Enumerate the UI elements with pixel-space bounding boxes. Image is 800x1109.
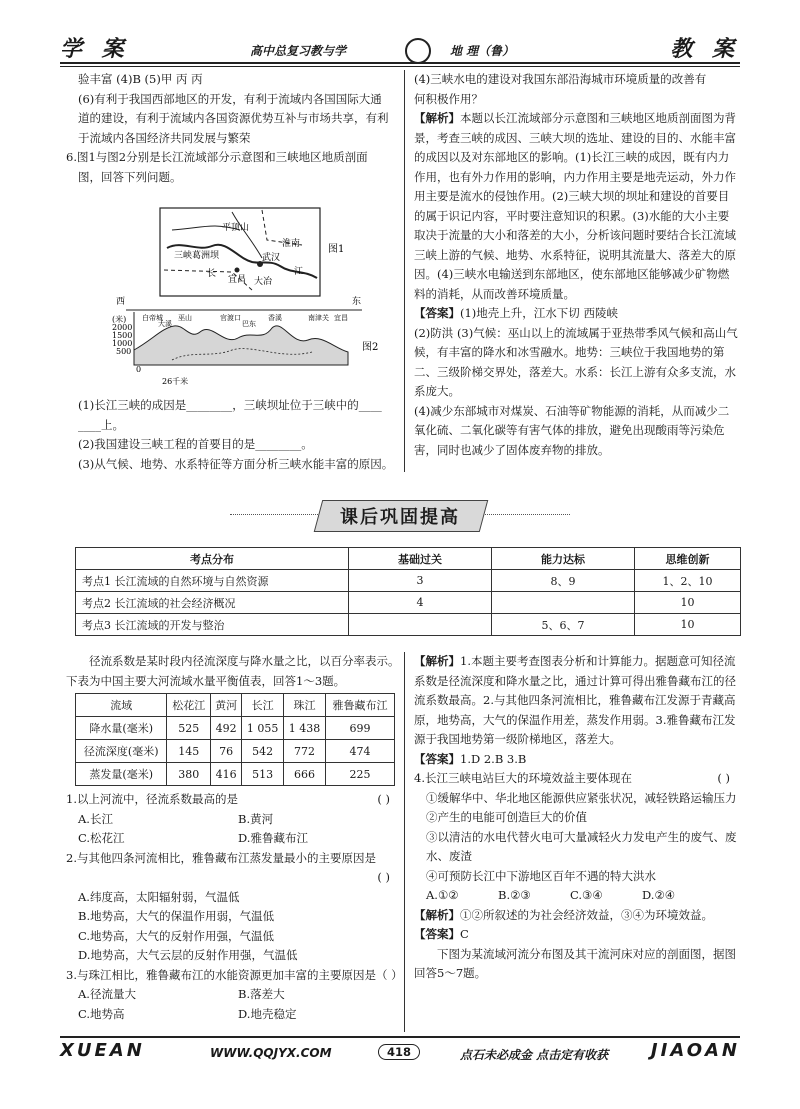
question-1: 1.以上河流中，径流系数最高的是 (66, 792, 238, 806)
table-cell: 考点1 长江流域的自然环境与自然资源 (76, 570, 349, 592)
top-right-column (414, 70, 740, 460)
q4-line: 何积极作用？ (414, 91, 483, 106)
x-scale: 26千米 (162, 377, 189, 385)
han-river (232, 212, 262, 258)
option: B.地势高，大气的保温作用弱，气温低 (78, 909, 275, 923)
y-tick: 2000 (112, 323, 133, 332)
table-header: 流域 (76, 694, 167, 717)
q6-item-1: (1)长江三峡的成因是________，三峡坝址位于三峡中的____ (78, 398, 382, 412)
map-label: 淮南 (282, 239, 301, 249)
top-left-column (66, 70, 400, 187)
table-cell: 666 (284, 763, 326, 786)
option: A.①② (426, 888, 459, 902)
page-header (60, 38, 740, 62)
analysis-text: 1.本题主要考查图表分析和计算能力。据题意可知径流系数是径流深度和降水量之比，通过计算可得出雅鲁藏布江的径流系数最高。2.与其他四条河流相比，雅鲁藏布江发源于青藏高原，地势高，大气的保温作用差，蒸发作用弱。3.雅鲁藏布江发源于我国地势第一级阶梯地区，落差大。 (414, 654, 736, 746)
table-cell: 5、6、7 (492, 614, 635, 636)
option: A.纬度高，太阳辐射弱，气温低 (78, 889, 240, 904)
header-left-brand: 学 案 (60, 37, 130, 62)
table-cell: 4 (349, 592, 492, 614)
map-label: 武汉 (262, 253, 281, 263)
analysis-text: ①②所叙述的为社会经济效益，③④为环境效益。 (460, 907, 713, 922)
table-cell: 蒸发量(毫米) (76, 763, 167, 786)
bottom-left-questions (66, 790, 403, 1024)
table-row (76, 763, 395, 786)
map-label: 大冶 (254, 277, 273, 287)
table-row (76, 740, 395, 763)
table-header-row (76, 694, 395, 717)
table-cell: 474 (326, 740, 395, 763)
section-banner-title: 课后巩固提高 (340, 507, 460, 528)
table-cell: 1 438 (284, 717, 326, 740)
profile-east-label: 东 (352, 297, 362, 307)
option: D.②④ (642, 888, 676, 902)
table-cell: 492 (211, 717, 242, 740)
answer-text: (2)防洪 (3)气候：巫山以上的流域属于亚热带季风气候和高山气候，有丰富的降水和冰雪融水。地势：三峡位于我国地势的第二、三级阶梯交界处，落差大。水系：长江上游有众多支流，水系庞大。 (414, 325, 738, 398)
question-4: 4.长江三峡电站巨大的环境效益主要体现在 (414, 771, 632, 785)
profile-west-label: 西 (116, 297, 126, 307)
table-cell: 10 (635, 592, 741, 614)
map-label: 平顶山 (222, 223, 250, 233)
question-6-items (66, 396, 400, 474)
column-divider (404, 652, 405, 1032)
table-cell: 542 (242, 740, 284, 763)
table-row (76, 717, 395, 740)
table-cell (349, 614, 492, 636)
table-header: 考点分布 (76, 548, 349, 570)
q6-item-3: (3)从气候、地势、水系特征等方面分析三峡水能丰富的原因。 (78, 456, 394, 471)
page-number: 418 (378, 1044, 420, 1060)
header-series-title: 高中总复习教与学 (250, 44, 347, 58)
y-tick: 1000 (112, 339, 133, 348)
emblem-icon (405, 38, 431, 64)
q4-line: (4)三峡水电的建设对我国东部沿海城市环境质量的改善有 (414, 72, 707, 86)
analysis-label: 【解析】 (414, 907, 460, 922)
figure-2-label: 图2 (362, 342, 379, 353)
header-rule (60, 62, 740, 64)
text-line: 验丰富 (4)B (5)甲 丙 丙 (78, 72, 203, 86)
statement: ④可预防长江中下游地区百年不遇的特大洪水 (426, 868, 656, 883)
bottom-right-column (414, 652, 740, 984)
answer-text: (4)减少东部城市对煤炭、石油等矿物能源的消耗，从而减少二氧化硫、二氧化碳等有害气体的排放，避免出现酸雨等污染危害，同时也减少了固体废弃物的排放。 (414, 403, 730, 457)
runoff-intro: 径流系数是某时段内径流深度与降水量之比，以百分率表示。下表为中国主要大河流域水量平衡值表，回答1～3题。 (66, 654, 400, 688)
option: B.黄河 (238, 811, 274, 826)
table-header: 雅鲁藏布江 (326, 694, 395, 717)
three-gorges-figures (112, 200, 392, 385)
profile-place: 香溪 (268, 314, 282, 322)
page-footer (60, 1040, 740, 1064)
yichang-dot (235, 268, 240, 273)
table-row (76, 570, 741, 592)
profile-terrain (134, 326, 348, 365)
table-cell: 416 (211, 763, 242, 786)
footer-slogan: 点石未必成金 点击定有收获 (460, 1048, 609, 1062)
footer-right-brand: JIAOAN (650, 1040, 740, 1061)
profile-unit: (米) (112, 315, 127, 324)
table-header: 珠江 (284, 694, 326, 717)
table-cell: 525 (167, 717, 211, 740)
table-cell: 145 (167, 740, 211, 763)
river-water-balance-table (75, 693, 395, 786)
profile-place: 官渡口 (220, 314, 241, 322)
table-cell: 1 055 (242, 717, 284, 740)
text-line: 于流域内各国经济共同发展与繁荣 (78, 130, 251, 145)
profile-place: 宜昌 (334, 314, 348, 322)
x-zero: 0 (136, 365, 142, 374)
table-cell: 699 (326, 717, 395, 740)
profile-place: 大溪 (158, 320, 172, 328)
option: A.长江 (78, 811, 113, 826)
text-line: 道的建设，有利于流域内各国资源优势互补与市场共享，有利 (78, 111, 389, 125)
question-5-intro: 下图为某流域河流分布图及其干流河床对应的剖面图，据图回答5～7题。 (414, 946, 736, 980)
table-cell: 降水量(毫米) (76, 717, 167, 740)
option: D.地势高，大气云层的反射作用强，气温低 (78, 948, 298, 962)
table-cell: 225 (326, 763, 395, 786)
analysis-label: 【解析】 (414, 111, 460, 125)
y-tick: 500 (116, 347, 132, 356)
option: A.径流量大 (78, 987, 136, 1001)
answer-paren: ( ) (717, 771, 730, 785)
footer-url: WWW.QQJYX.COM (210, 1046, 332, 1060)
table-cell: 3 (349, 570, 492, 592)
statement: ③以清洁的水电代替火电可大量减轻火力发电产生的废气、废水、废渣 (426, 829, 737, 863)
footer-left-brand: XUEAN (60, 1040, 145, 1061)
profile-place: 巫山 (178, 314, 192, 322)
answer-text: 1.D 2.B 3.B (460, 751, 527, 766)
statement: ①缓解华中、华北地区能源供应紧张状况，减轻铁路运输压力 (426, 790, 737, 805)
table-cell: 8、9 (492, 570, 635, 592)
question-3: 3.与珠江相比，雅鲁藏布江的水能资源更加丰富的主要原因是（ ） (66, 967, 403, 982)
table-header: 基础过关 (349, 548, 492, 570)
map-label: 宜昌 (228, 275, 247, 285)
table-row (76, 614, 741, 636)
answer-label: 【答案】 (414, 751, 460, 766)
q6-item-1-cont: ____上。 (78, 417, 124, 432)
y-tick: 1500 (112, 331, 133, 340)
analysis-text: 本题以长江流域部分示意图和三峡地区地质剖面图为背景，考查三峡的成因、三峡大坝的选址、建设的目的、水能丰富的成因以及对东部地区的影响。(1)长江三峡的成因，既有内力作用，也有外力作用的影响，内力作用主要是地壳运动，外力作用主要是流水的侵蚀作用。(2)三峡大坝的坝址和建设的首要目的属于识记内容，平时要注意知识的积累。(3)水能的大小主要取决于流量的大小和落差的大小，分析该问题时要结合长江流域三峡上游的气候、地势、水系特征，说明其流量大、落差大的原因。(4)三峡水电输送到东部地区，使东部地区能够减少矿物燃料的消耗，从而改善环境质量。 (414, 111, 736, 301)
table-header: 能力达标 (492, 548, 635, 570)
table-header-row (76, 548, 741, 570)
answer-paren: ( ) (377, 792, 390, 806)
column-divider (404, 70, 405, 472)
exam-points-table (75, 547, 741, 636)
table-cell: 76 (211, 740, 242, 763)
map-label: 江 (294, 267, 304, 277)
table-header: 松花江 (167, 694, 211, 717)
profile-place: 白帝城 (142, 314, 163, 322)
header-rule-thin (60, 66, 740, 67)
answer-text: (1)地壳上升，江水下切 西陵峡 (460, 306, 618, 320)
header-right-brand: 教 案 (670, 37, 740, 62)
option: B.②③ (498, 888, 531, 902)
option: C.③④ (570, 888, 603, 902)
table-cell: 380 (167, 763, 211, 786)
option: C.地势高 (78, 1006, 125, 1021)
figure-1-label: 图1 (328, 244, 345, 255)
table-header: 黄河 (211, 694, 242, 717)
map-label: 三峡葛洲坝 (174, 251, 220, 261)
option: D.地壳稳定 (238, 1006, 297, 1021)
bottom-left-intro (66, 652, 400, 691)
table-cell (492, 592, 635, 614)
question-6-intro-cont: 图，回答下列问题。 (78, 169, 182, 184)
table-cell: 10 (635, 614, 741, 636)
table-cell: 1、2、10 (635, 570, 741, 592)
text-line: (6)有利于我国西部地区的开发，有利于流域内各国国际大通 (78, 91, 382, 106)
table-header: 思维创新 (635, 548, 741, 570)
option: B.落差大 (238, 987, 285, 1001)
option: C.地势高，大气的反射作用强，气温低 (78, 928, 275, 943)
question-6-intro: 6.图1与图2分别是长江流域部分示意图和三峡地区地质剖面 (66, 150, 368, 164)
table-cell: 考点3 长江流域的开发与整治 (76, 614, 349, 636)
question-2: 2.与其他四条河流相比，雅鲁藏布江蒸发量最小的主要原因是 (66, 850, 376, 865)
answer-paren: ( ) (377, 870, 390, 884)
table-row (76, 592, 741, 614)
answer-label: 【答案】 (414, 306, 460, 320)
table-cell: 径流深度(毫米) (76, 740, 167, 763)
profile-place: 南津关 (308, 314, 329, 322)
header-subject: 地 理（鲁） (450, 44, 515, 58)
map-label: 长 (207, 269, 217, 279)
q6-item-2: (2)我国建设三峡工程的首要目的是________。 (78, 437, 313, 451)
option: D.雅鲁藏布江 (238, 831, 308, 845)
table-header: 长江 (242, 694, 284, 717)
table-cell: 513 (242, 763, 284, 786)
option: C.松花江 (78, 831, 125, 845)
answer-label: 【答案】 (414, 927, 460, 941)
analysis-label: 【解析】 (414, 654, 460, 668)
answer-text: C (460, 927, 469, 941)
footer-rule (60, 1036, 740, 1038)
profile-place: 巴东 (242, 320, 256, 328)
statement: ②产生的电能可创造巨大的价值 (426, 810, 587, 824)
table-cell: 772 (284, 740, 326, 763)
table-cell: 考点2 长江流域的社会经济概况 (76, 592, 349, 614)
